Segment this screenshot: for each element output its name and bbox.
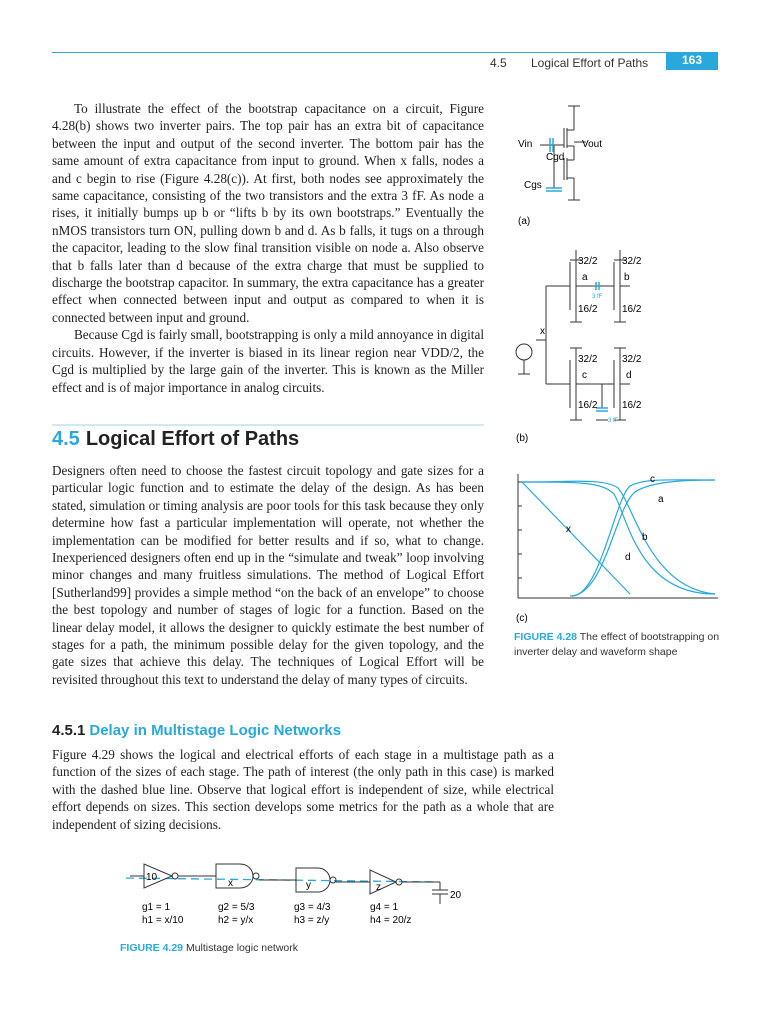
figure-4-28b-label: (b) (516, 433, 529, 444)
figure-4-28a-label: (a) (518, 216, 531, 227)
waveform-x (522, 482, 630, 594)
figure-4-28c-waveform (510, 468, 720, 624)
figure-4-29-network (120, 850, 480, 932)
bottom-n2-size: 16/2 (622, 400, 642, 411)
figure-4-29-caption-text: Multistage logic network (185, 942, 299, 954)
top-n2-size: 16/2 (622, 304, 642, 315)
stage3-h: h3 = z/y (294, 915, 330, 926)
curve-x-label: x (566, 524, 571, 535)
cgs-label: Cgs (524, 180, 542, 191)
figure-4-28-caption-label: FIGURE 4.28 (514, 631, 578, 643)
section-heading-number: 4.5 (52, 428, 80, 450)
figure-4-29-caption-label: FIGURE 4.29 (120, 942, 184, 954)
header-rule (52, 52, 718, 53)
figure-4-28a-schematic (510, 100, 620, 230)
header-section-number: 4.5 (490, 56, 507, 70)
top-p1-size: 32/2 (578, 256, 598, 267)
intro-paragraph-1: To illustrate the effect of the bootstrap capacitance on a circuit, Figure 4.28(b) shows two inverter pairs. The top pair has an extra bit of capacitance between the input and output of the second inverter. The bottom pair has the same amount of extra capacitance from input to ground. When x falls, nodes a and c begin to rise (Figure 4.28(c)). At first, both nodes see approximately the same capacitance, consisting of the two transistors and the extra 3 fF. As node a rises, it initially bumps up b or “lifts b by its own bootstraps.” Eventually the nMOS transistors turn ON, pulling down b and d. As b falls, it tugs on a through the capacitor, leading to the slow final transition visible on node a. Also observe that b falls later than d because of the extra charge that must be supplied to discharge the bootstrap capacitor. In summary, the extra capacitance has a greater effect when connected between input and output as compared to when it is connected between input and ground. (52, 101, 484, 325)
intro-text (52, 100, 484, 396)
curve-b-label: b (642, 532, 648, 543)
curve-d-label: d (625, 552, 631, 563)
figure-4-28-caption-text: The effect of bootstrapping on inverter delay and waveform shape (514, 631, 720, 658)
figure-4-28c-label: (c) (516, 613, 528, 624)
page-number: 163 (666, 52, 718, 70)
stage1-g: g1 = 1 (142, 902, 171, 913)
header-section-title: Logical Effort of Paths (531, 56, 649, 70)
top-cap-label: 3 fF (592, 294, 603, 300)
node-x-label: x (540, 326, 545, 337)
vout-label: Vout (582, 139, 603, 150)
curve-a-label: a (658, 494, 664, 505)
node-d-label: d (626, 370, 632, 381)
figure-4-28-caption (514, 630, 720, 660)
section-paragraph: Designers often need to choose the fastest circuit topology and gate sizes for a particular logic function and to estimate the delay of the design. As has been stated, simulation or timing analysis are poor tools for this task because they only determine how fast a particular implementation will operate, not whether the implementation can be modified for better results and if so, what to change. Inexperienced designers often end up in the “simulate and tweak” loop involving minor changes and many fruitless simulations. The method of Logical Effort [Sutherland99] provides a simple method “on the back of an envelope” to choose the best topology and number of stages of logic for a function. Based on the linear delay model, it allows the designer to quickly estimate the best number of stages for a path, the minimum possible delay for the given topology, and the gate sizes that achieve this delay. The techniques of Logical Effort will be revisited throughout this text to understand the delay of many types of circuits. (52, 463, 484, 687)
bottom-n1-size: 16/2 (578, 400, 598, 411)
stage3-g: g3 = 4/3 (294, 902, 331, 913)
figure-4-29-caption (120, 942, 298, 954)
subsection-heading (52, 722, 341, 739)
node-c-label: c (582, 370, 587, 381)
bottom-p1-size: 32/2 (578, 354, 598, 365)
subsection-number: 4.5.1 (52, 722, 86, 739)
section-heading-title: Logical Effort of Paths (85, 428, 300, 450)
stage2-size: x (228, 878, 233, 889)
waveform-b (522, 481, 715, 594)
bottom-cap-label: 3 fF (608, 418, 619, 424)
vin-label: Vin (518, 139, 533, 150)
curve-c-label: c (650, 474, 655, 485)
figure-4-28b-schematic (510, 240, 680, 445)
waveform-d (522, 482, 715, 594)
stage2-h: h2 = y/x (218, 915, 254, 926)
intro-paragraph-2: Because Cgd is fairly small, bootstrapping is only a mild annoyance in digital circuits. However, if the inverter is biased in its linear region near VDD/2, the Cgd is multiplied by the large gain of the inverter. This is known as the Miller effect and is of major importance in analog circuits. (52, 327, 484, 395)
bottom-p2-size: 32/2 (622, 354, 642, 365)
subsection-title: Delay in Multistage Logic Networks (89, 722, 342, 739)
cgd-label: Cgd (546, 152, 565, 163)
section-divider (52, 424, 484, 426)
stage1-h: h1 = x/10 (142, 915, 184, 926)
node-a-label: a (582, 272, 588, 283)
stage4-g: g4 = 1 (370, 902, 399, 913)
stage2-g: g2 = 5/3 (218, 902, 255, 913)
stage4-size: z (376, 882, 381, 893)
stage1-size: 10 (146, 872, 158, 883)
subsection-paragraph: Figure 4.29 shows the logical and electrical efforts of each stage in a multistage path as a function of the sizes of each stage. The path of interest (the only path in this case) is marked with the dashed blue line. Observe that logical effort is independent of size, while electrical effort depends on sizes. This section develops some metrics for the path as a whole that are independent of sizing decisions. (52, 747, 554, 832)
top-n1-size: 16/2 (578, 304, 598, 315)
section-text (52, 462, 484, 688)
stage4-h: h4 = 20/z (370, 915, 412, 926)
section-heading (52, 428, 299, 451)
subsection-text (52, 746, 554, 833)
load-size: 20 (450, 890, 462, 901)
node-b-label: b (624, 272, 630, 283)
top-p2-size: 32/2 (622, 256, 642, 267)
stage3-size: y (306, 880, 311, 891)
